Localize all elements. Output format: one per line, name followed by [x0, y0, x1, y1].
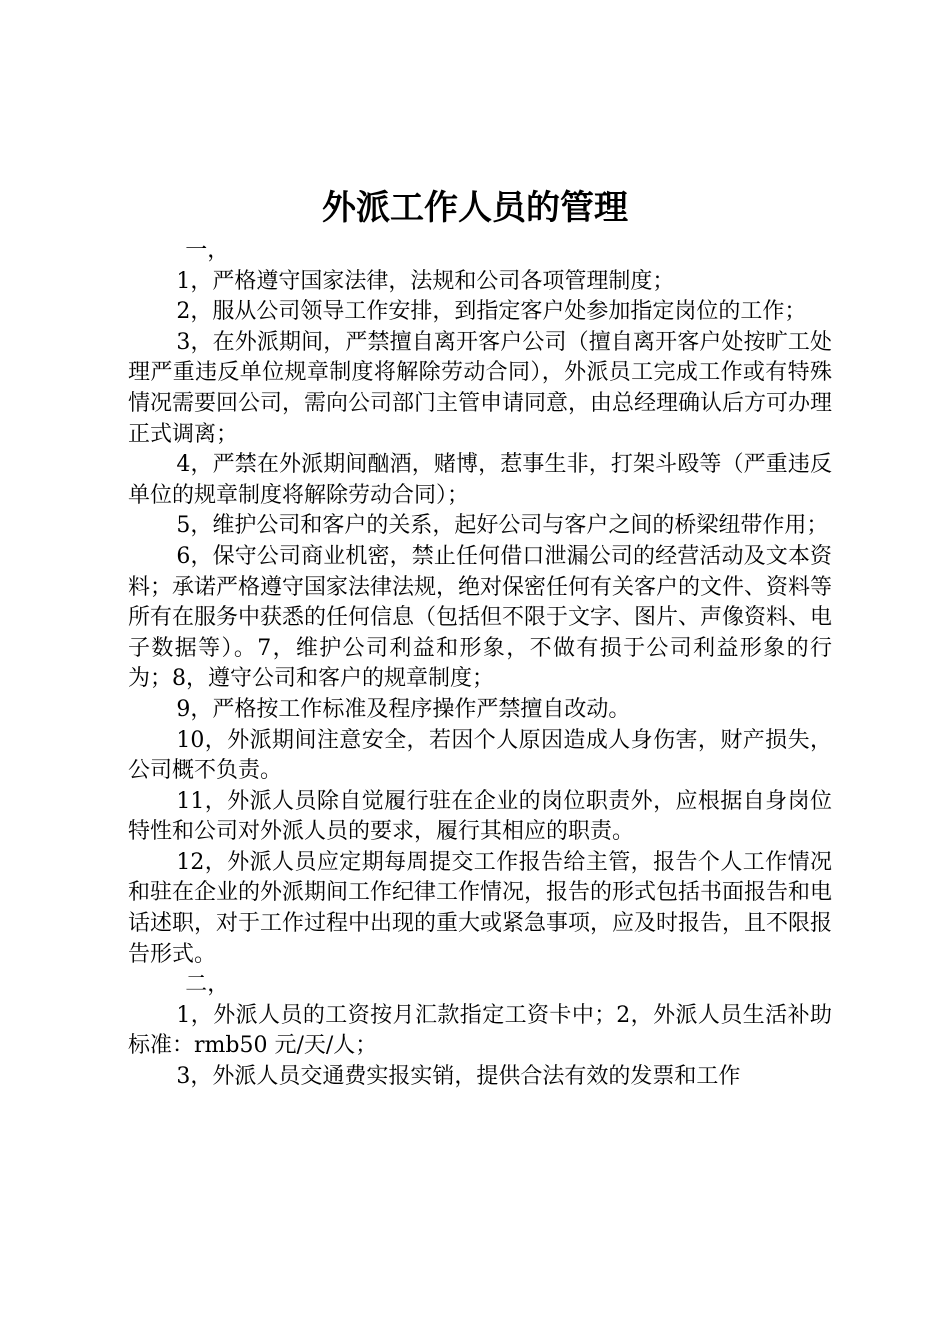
document-title: 外派工作人员的管理	[322, 188, 628, 228]
paragraph: 1，严格遵守国家法律，法规和公司各项管理制度；	[176, 268, 675, 294]
document-body	[128, 236, 832, 1093]
paragraph: 5，维护公司和客户的关系，起好公司与客户之间的桥梁纽带作用；	[176, 513, 829, 539]
paragraph: 12，外派人员应定期每周提交工作报告给主管，报告个人工作情况和驻在企业的外派期间工作纪律工作情况，报告的形式包括书面报告和电话述职，对于工作过程中出现的重大或紧急事项，应及时报告，且不限报告形式。	[128, 849, 833, 967]
paragraph: 3，在外派期间，严禁擅自离开客户公司（擅自离开客户处按旷工处理严重违反单位规章制度将解除劳动合同），外派员工完成工作或有特殊情况需要回公司，需向公司部门主管申请同意，由总经理确认后方可办理正式调离；	[128, 329, 833, 447]
section-heading-1: 一，	[185, 238, 230, 263]
paragraph: 10，外派期间注意安全，若因个人原因造成人身伤害，财产损失，公司概不负责。	[128, 727, 832, 784]
section-heading-2: 二，	[185, 972, 230, 998]
paragraph: 2，服从公司领导工作安排，到指定客户处参加指定岗位的工作；	[176, 299, 807, 325]
paragraph: 11，外派人员除自觉履行驻在企业的岗位职责外，应根据自身岗位特性和公司对外派人员的要求，履行其相应的职责。	[128, 788, 832, 845]
paragraph: 4，严禁在外派期间酗酒，赌博，惹事生非，打架斗殴等（严重违反单位的规章制度将解除劳动合同）；	[128, 452, 832, 508]
paragraph: 9，严格按工作标准及程序操作严禁擅自改动。	[176, 696, 631, 722]
paragraph: 6，保守公司商业机密，禁止任何借口泄漏公司的经营活动及文本资料；承诺严格遵守国家法律法规，绝对保密任何有关客户的文件、资料等所有在服务中获悉的任何信息（包括但不限于文字、图片、声像资料、电子数据等）。7，维护公司利益和形象，不做有损于公司利益形象的行为；8，遵守公司和客户的规章制度；	[128, 543, 833, 692]
paragraph: 1，外派人员的工资按月汇款指定工资卡中；2，外派人员生活补助标准：rmb50 元/天/人；	[128, 1002, 832, 1059]
paragraph: 3，外派人员交通费实报实销，提供合法有效的发票和工作	[176, 1064, 741, 1090]
